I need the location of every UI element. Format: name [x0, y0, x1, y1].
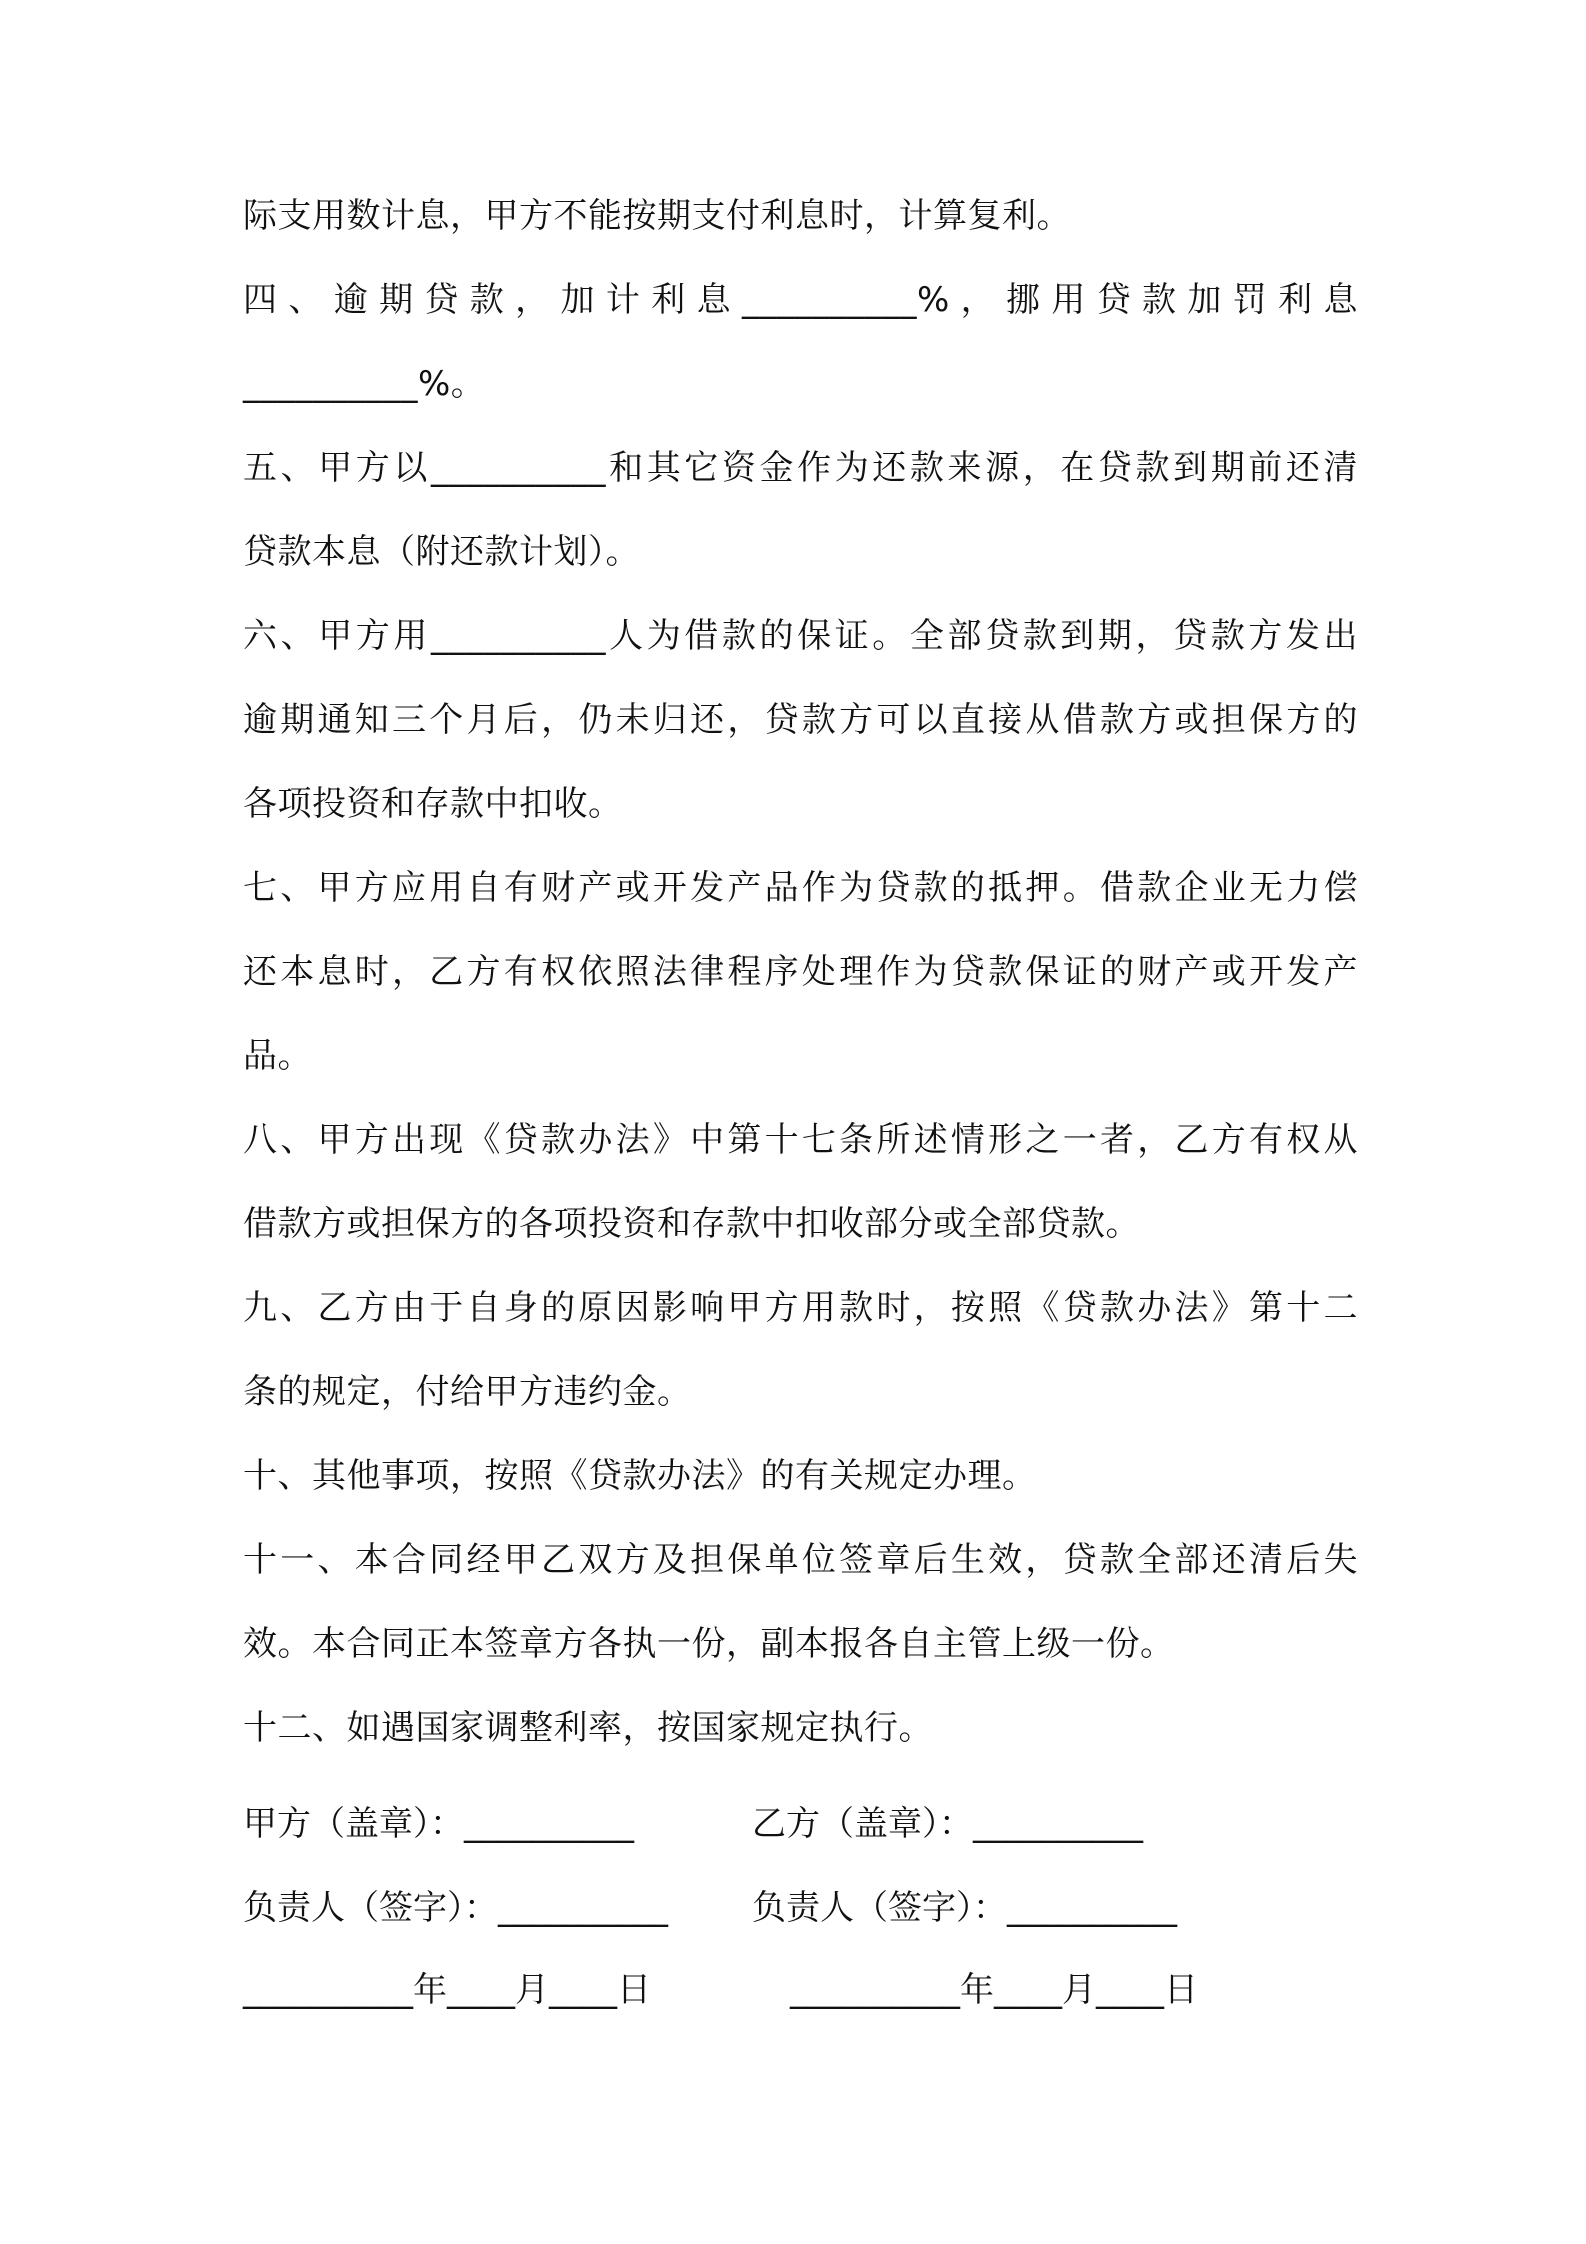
clause-6-line-2: 逾期通知三个月后，仍未归还，贷款方可以直接从借款方或担保方的 — [243, 700, 1358, 740]
party-a-representative-field: 负责人（签字）：__________ — [243, 1888, 668, 1928]
clause-11-line-1: 十一、本合同经甲乙双方及担保单位签章后生效，贷款全部还清后失 — [243, 1540, 1358, 1580]
party-b-date-field: __________年____月____日 — [790, 1970, 1198, 2010]
clause-12-line-1: 十二、如遇国家调整利率，按国家规定执行。 — [243, 1708, 933, 1748]
clause-4-line-1: 四、逾期贷款，加计利息__________%，挪用贷款加罚利息 — [243, 280, 1358, 320]
clause-6-line-3: 各项投资和存款中扣收。 — [243, 784, 623, 824]
clause-9-line-2: 条的规定，付给甲方违约金。 — [243, 1372, 692, 1412]
clause-9-line-1: 九、乙方由于自身的原因影响甲方用款时，按照《贷款办法》第十二 — [243, 1288, 1358, 1328]
clause-11-line-2: 效。本合同正本签章方各执一份，副本报各自主管上级一份。 — [243, 1624, 1175, 1664]
clause-7-line-1: 七、甲方应用自有财产或开发产品作为贷款的抵押。借款企业无力偿 — [243, 868, 1358, 908]
clause-6-line-1: 六、甲方用__________人为借款的保证。全部贷款到期，贷款方发出 — [243, 616, 1358, 656]
clause-5-line-1: 五、甲方以__________和其它资金作为还款来源，在贷款到期前还清 — [243, 448, 1358, 488]
party-a-date-field: __________年____月____日 — [243, 1970, 651, 2010]
party-a-seal-field: 甲方（盖章）：__________ — [243, 1804, 634, 1844]
clause-4-line-2: __________%。 — [243, 364, 486, 404]
party-b-seal-field: 乙方（盖章）：__________ — [752, 1804, 1143, 1844]
clause-7-line-3: 品。 — [243, 1036, 312, 1076]
clause-7-line-2: 还本息时，乙方有权依照法律程序处理作为贷款保证的财产或开发产 — [243, 952, 1358, 992]
clause-8-line-1: 八、甲方出现《贷款办法》中第十七条所述情形之一者，乙方有权从 — [243, 1120, 1358, 1160]
clause-8-line-2: 借款方或担保方的各项投资和存款中扣收部分或全部贷款。 — [243, 1204, 1140, 1244]
clause-10-line-1: 十、其他事项，按照《贷款办法》的有关规定办理。 — [243, 1456, 1037, 1496]
clause-line: 际支用数计息，甲方不能按期支付利息时，计算复利。 — [243, 196, 1071, 236]
clause-5-line-2: 贷款本息（附还款计划）。 — [243, 532, 640, 572]
party-b-representative-field: 负责人（签字）：__________ — [752, 1888, 1177, 1928]
